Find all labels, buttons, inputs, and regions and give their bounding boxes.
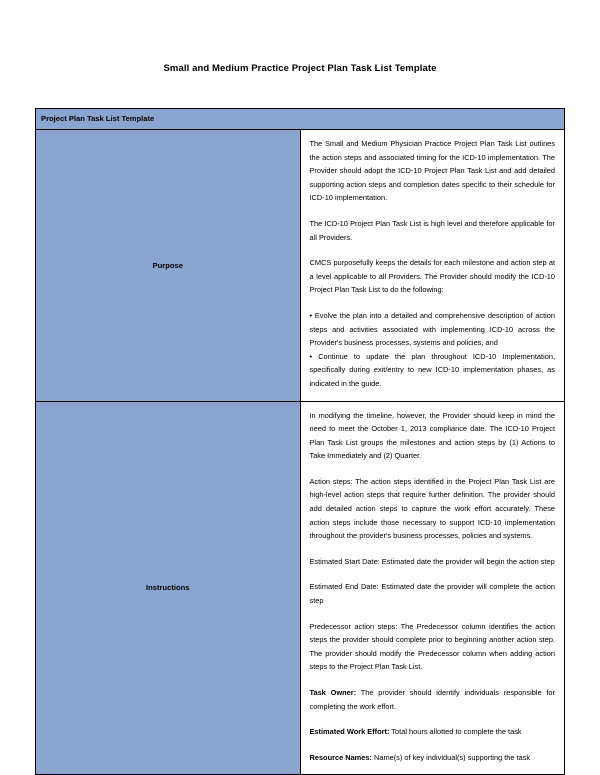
instructions-paragraph-1: In modifying the timeline, however, the Provider should keep in mind the need to meet the October 1, 2013 compliance date. The ICD-10 Project Plan Task List groups the milestones and action steps by (1) Actions to Take Immediately and (2) Quarter. bbox=[309, 410, 555, 461]
table-row bbox=[36, 401, 565, 775]
project-plan-table bbox=[35, 108, 565, 775]
row-content-instructions bbox=[300, 401, 565, 775]
project-plan-table-wrapper bbox=[35, 108, 565, 775]
row-content-purpose bbox=[300, 130, 565, 402]
task-owner-text: The provider should identify individuals responsible for completing the work effort. bbox=[309, 688, 555, 711]
work-effort-label: Estimated Work Effort: bbox=[309, 727, 390, 737]
instructions-paragraph-4: Estimated End Date: Estimated date the provider will complete the action step bbox=[309, 582, 555, 606]
instructions-paragraph-5: Predecessor action steps: The Predecessor column identifies the action steps the provider should complete prior to beginning another action step. The provider should modify the Predecessor column when adding action steps to the Project Plan Task List. bbox=[309, 621, 555, 672]
purpose-paragraph-1: The Small and Medium Physician Practice Project Plan Task List outlines the action steps and associated timing for the ICD-10 implementation. The Provider should adopt the ICD-10 Project Plan Task List and add detailed supporting action steps and completion dates specific to their schedule for ICD-10 implementation. bbox=[309, 139, 555, 203]
instructions-resource-names bbox=[310, 751, 556, 765]
purpose-bullet-2: • Continue to update the plan throughout ICD-10 Implementation, specifically during exit/entry to new ICD-10 implementation phases, as indicated in the guide. bbox=[309, 351, 555, 388]
instructions-work-effort bbox=[310, 725, 556, 739]
row-label-instructions: Instructions bbox=[36, 401, 301, 775]
table-header-cell: Project Plan Task List Template bbox=[36, 109, 565, 130]
purpose-bullet-1: • Evolve the plan into a detailed and comprehensive description of action steps and activities associated with implementing ICD-10 across the Provider's business processes, systems and policies, and bbox=[309, 310, 555, 348]
table-header-row bbox=[36, 109, 565, 130]
purpose-paragraph-2: The ICD-10 Project Plan Task List is high level and therefore applicable for all Providers. bbox=[309, 218, 555, 242]
purpose-paragraph-3: CMCS purposefully keeps the details for each milestone and action step at a level applicable to all Providers. The Provider should modify the ICD-10 Project Plan Task List to do the following: bbox=[309, 258, 555, 295]
instructions-paragraph-3: Estimated Start Date: Estimated date the provider will begin the action step bbox=[309, 556, 555, 566]
page-title: Small and Medium Practice Project Plan Task List Template bbox=[163, 63, 437, 74]
resource-names-label: Resource Names: bbox=[309, 752, 372, 762]
task-owner-label: Task Owner: bbox=[309, 688, 357, 697]
row-label-purpose: Purpose bbox=[36, 130, 301, 402]
instructions-task-owner bbox=[310, 686, 556, 713]
instructions-paragraph-2: Action steps: The action steps identified in the Project Plan Task List are high-level action steps that require further definition. The provider should add detailed action steps to capture the work effort accurately. These action steps include those necessary to support ICD-10 implementation throughout the provider's business processes, policies and systems. bbox=[309, 476, 555, 541]
work-effort-text: Total hours allotted to complete the task bbox=[389, 727, 522, 737]
resource-names-text: Name(s) of key individual(s) supporting the task bbox=[371, 752, 531, 762]
table-row bbox=[36, 130, 565, 402]
